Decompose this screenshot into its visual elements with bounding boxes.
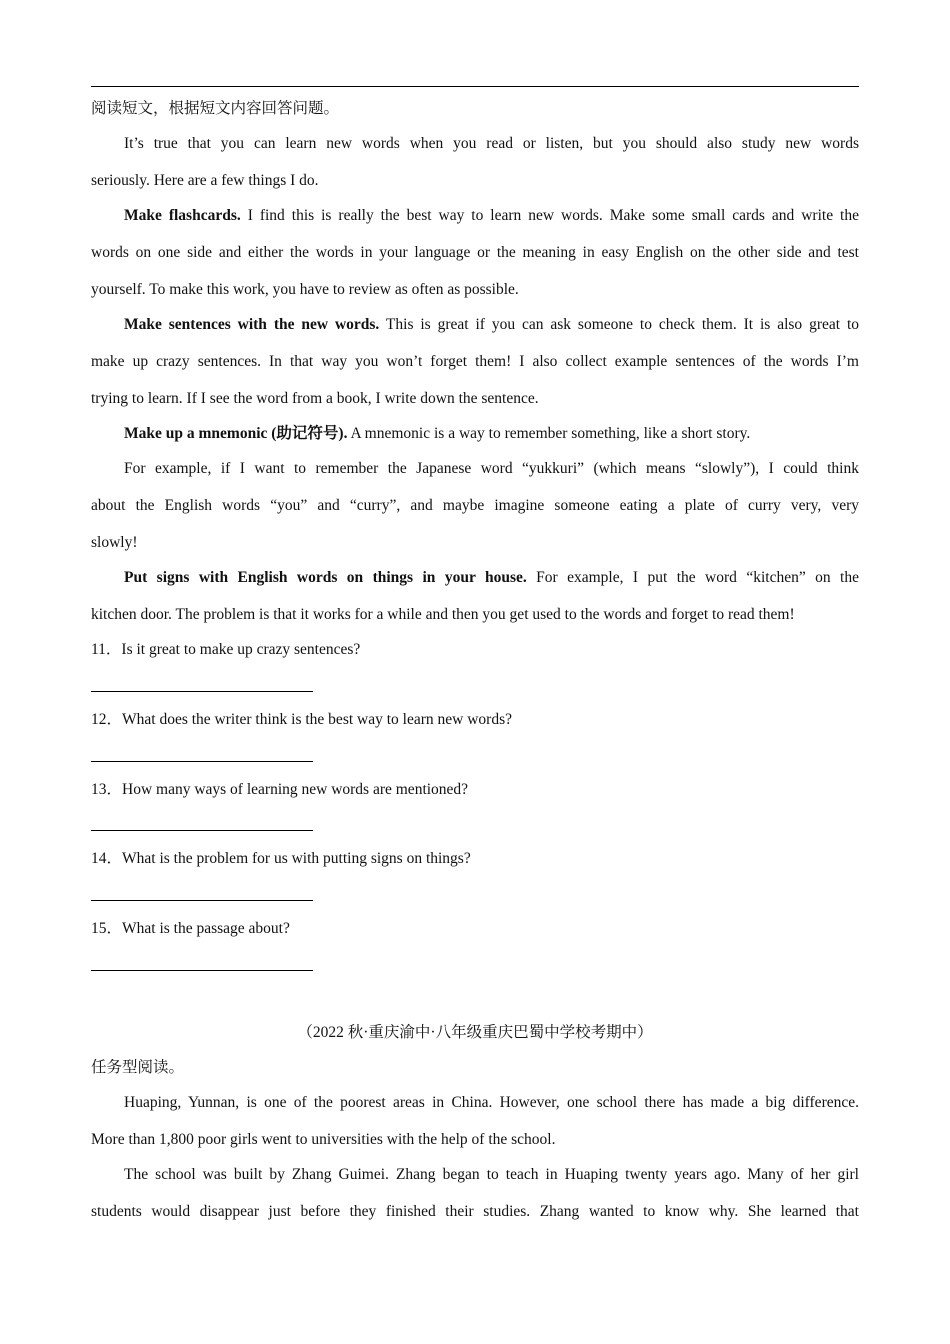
header-rule	[91, 86, 859, 87]
paragraph-line: slowly!	[91, 534, 138, 551]
instruction-text: 阅读短文，根据短文内容回答问题。	[91, 100, 340, 117]
paragraph-text: I find this is really the best way to learn new words. Make some small cards and write the	[240, 207, 859, 224]
paragraph-line: students would disappear just before they finished their studies. Zhang wanted to know why. She learned that	[91, 1203, 859, 1220]
answer-line-12[interactable]	[91, 761, 313, 762]
paragraph-line	[91, 314, 859, 336]
paragraph-line: The school was built by Zhang Guimei. Zhang began to teach in Huaping twenty years ago. Many of her girl	[124, 1166, 859, 1183]
answer-line-15[interactable]	[91, 970, 313, 971]
tip-heading: Make sentences with the new words.	[124, 316, 380, 333]
paragraph-line: seriously. Here are a few things I do.	[91, 172, 319, 189]
answer-line-11[interactable]	[91, 691, 313, 692]
paragraph-line	[91, 205, 859, 227]
paragraph-line: It’s true that you can learn new words when you read or listen, but you should also study new words	[124, 135, 859, 152]
answer-line-13[interactable]	[91, 830, 313, 831]
paragraph-text: For example, I put the word “kitchen” on the	[526, 569, 859, 586]
paragraph-line: words on one side and either the words in your language or the meaning in easy English on the other side and test	[91, 244, 859, 261]
question-11: 11．Is it great to make up crazy sentences?	[91, 641, 361, 658]
paragraph-line: about the English words “you” and “curry”, and maybe imagine someone eating a plate of curry very, very	[91, 497, 859, 514]
question-12: 12．What does the writer think is the best way to learn new words?	[91, 711, 512, 728]
paragraph-text: A mnemonic is a way to remember something, like a short story.	[347, 425, 751, 442]
answer-line-14[interactable]	[91, 900, 313, 901]
paragraph-line: More than 1,800 poor girls went to universities with the help of the school.	[91, 1131, 556, 1148]
question-13: 13．How many ways of learning new words are mentioned?	[91, 781, 469, 798]
paragraph-line: kitchen door. The problem is that it works for a while and then you get used to the words and forget to read them!	[91, 606, 795, 623]
paragraph-line	[91, 567, 859, 589]
paragraph-line	[91, 423, 859, 445]
question-15: 15．What is the passage about?	[91, 920, 290, 937]
paragraph-text: This is great if you can ask someone to check them. It is also great to	[379, 316, 860, 333]
tip-heading: Put signs with English words on things in your house.	[124, 569, 527, 586]
paragraph-line: trying to learn. If I see the word from a book, I write down the sentence.	[91, 390, 539, 407]
question-14: 14．What is the problem for us with putting signs on things?	[91, 850, 471, 867]
paragraph-line: make up crazy sentences. In that way you won’t forget them! I also collect example sentences of the words I’m	[91, 353, 859, 370]
paragraph-line: Huaping, Yunnan, is one of the poorest areas in China. However, one school there has made a big difference.	[124, 1094, 859, 1111]
instruction-text: 任务型阅读。	[91, 1059, 185, 1076]
tip-heading: Make up a mnemonic (助记符号).	[124, 425, 348, 442]
paragraph-line: For example, if I want to remember the Japanese word “yukkuri” (which means “slowly”), I could think	[124, 460, 859, 477]
tip-heading: Make flashcards.	[124, 207, 241, 224]
paragraph-line: yourself. To make this work, you have to review as often as possible.	[91, 281, 519, 298]
source-note: （2022 秋·重庆渝中·八年级重庆巴蜀中学校考期中）	[297, 1024, 653, 1041]
